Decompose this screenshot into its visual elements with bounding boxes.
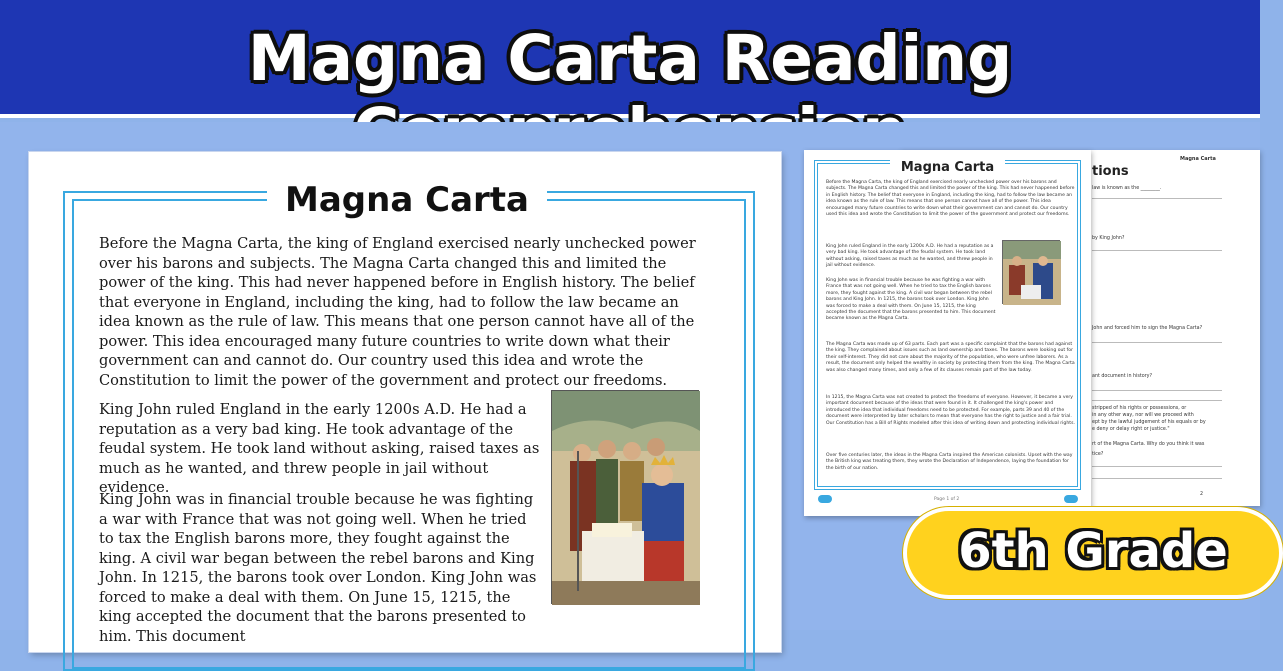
preview-paragraph: The Magna Carta was made up of 63 parts. Each part was a specific complaint that the barons had against the king. They complained about issues such as land ownership and taxes. The barons were looking out for their self-interest. They did not care about the majority of the population, who were unfree laborers. As a result, the document only helped the wealthy in society by protecting them from the king. The Magna Carta was also changed many times, and only a few of its clauses remain part of the law today.: [826, 342, 1075, 373]
brand-logo-icon: [1064, 495, 1078, 503]
preview-paragraph: King John was in financial trouble because he was fighting a war with France that was not going well. When he tried to tax the English barons more, they fought against the king. A civil war began between the rebel barons and King John. In 1215, the barons took over London. King John was forced to make a deal with them. On June 15, 1215, the king accepted the document that the barons presented to him. This document became known as the Magna Carta.: [826, 278, 996, 322]
preview-paragraph: King John ruled England in the early 1200s A.D. He had a reputation as a very bad king. He took advantage of the feudal system. He took land without asking, raised taxes as much as he wanted, and threw people in jail without evidence.: [826, 244, 994, 269]
title-banner: [0, 0, 1260, 118]
preview-questions-title: tions: [1092, 164, 1129, 179]
king-john-illustration: [551, 390, 699, 604]
preview-paragraph: Before the Magna Carta, the king of England exercised nearly unchecked power over his barons and subjects. The Magna Carta changed this and limited the power of the king. This had never happened before in English history. The belief that everyone in England, including the king, had to follow the law became an idea known as the rule of law. This means that one person cannot have all of the power. This idea encouraged many future countries to write down what their government can and cannot do. Our country used this idea and wrote the Constitution to limit the power of the government and protect our freedoms.: [826, 180, 1075, 218]
brand-logo-icon: [818, 495, 832, 503]
preview-reading-page: [804, 150, 1091, 516]
answer-line: [1092, 478, 1222, 479]
preview-question: law is known as the ________.: [1092, 186, 1162, 191]
preview-question: stripped of his rights or possessions, or: [1092, 406, 1187, 411]
preview-question: ant document in history?: [1092, 374, 1153, 379]
answer-line: [1092, 400, 1222, 401]
preview-page-label: Page 1 of 2: [934, 497, 960, 502]
preview-question: in any other way, nor will we proceed with: [1092, 413, 1194, 418]
preview-paragraph: Over five centuries later, the ideas in the Magna Carta inspired the American colonists. Upset with the way the British king was treating them, they wrote the Declaration of Independence, laying the foundation for the birth of our nation.: [826, 453, 1073, 471]
preview-question: by King John?: [1092, 236, 1125, 241]
preview-question: e deny or delay right or justice.": [1092, 427, 1170, 432]
preview-illustration: [1002, 240, 1060, 304]
answer-line: [1092, 198, 1222, 199]
preview-question: tice?: [1092, 452, 1104, 457]
reading-worksheet: [29, 152, 781, 652]
preview-question: ept by the lawful judgement of his equals or by: [1092, 420, 1206, 425]
grade-badge: [903, 507, 1283, 599]
answer-line: [1092, 466, 1222, 467]
magna-carta-signing-icon: [552, 391, 700, 605]
answer-line: [1092, 342, 1222, 343]
answer-line: [1092, 390, 1222, 391]
paragraph-king-john: King John ruled England in the early 1200s A.D. He had a reputation as a very bad king. He took advantage of the feudal system. He took land without asking, raised taxes as much as he wanted, and threw people in jail without evidence.: [99, 401, 540, 496]
preview-question: rt of the Magna Carta. Why do you think it was: [1092, 442, 1205, 447]
preview-page-number: 2: [1200, 492, 1204, 497]
grade-label: 6th Grade: [958, 523, 1228, 579]
answer-line: [1092, 250, 1222, 251]
preview-title: Magna Carta: [890, 156, 1005, 180]
worksheet-title: Magna Carta: [267, 174, 547, 226]
paragraph-financial-trouble: King John was in financial trouble because he was fighting a war with France that was not going well. When he tried to tax the English barons more, they fought against the king. A civil war began between the rebel barons and King John. In 1215, the barons took over London. King John was forced to make a deal with them. On June 15, 1215, the king accepted the document that the barons presented to him. This document: [99, 491, 537, 645]
preview-paragraph: In 1215, the Magna Carta was not created to protect the freedoms of everyone. However, it became a very important document because of the ideas that were found in it. It challenged the king's power and introduced the idea that individual freedoms need to be protected. For example, parts 39 and 40 of the document were interpreted by later scholars to mean that everyone has the right to justice and a fair trial. Our Constitution has a Bill of Rights modeled after this idea of writing down and protecting individual rights.: [826, 395, 1075, 426]
king-john-thumbnail-icon: [1003, 241, 1061, 305]
preview-question: John and forced him to sign the Magna Carta?: [1092, 326, 1203, 331]
preview-brand: Magna Carta: [1180, 156, 1216, 162]
paragraph-intro: Before the Magna Carta, the king of England exercised nearly unchecked power over his barons and subjects. The Magna Carta changed this and limited the power of the king. This had never happened before in English history. The belief that everyone in England, including the king, had to follow the law became an idea known as the rule of law. This means that one person cannot have all of the power. This idea encouraged many future countries to write down what their government can and cannot do. Our country used this idea and wrote the Constitution to limit the power of the government and protect our freedoms.: [99, 235, 696, 389]
banner-title: Magna Carta Reading: [247, 22, 1013, 95]
